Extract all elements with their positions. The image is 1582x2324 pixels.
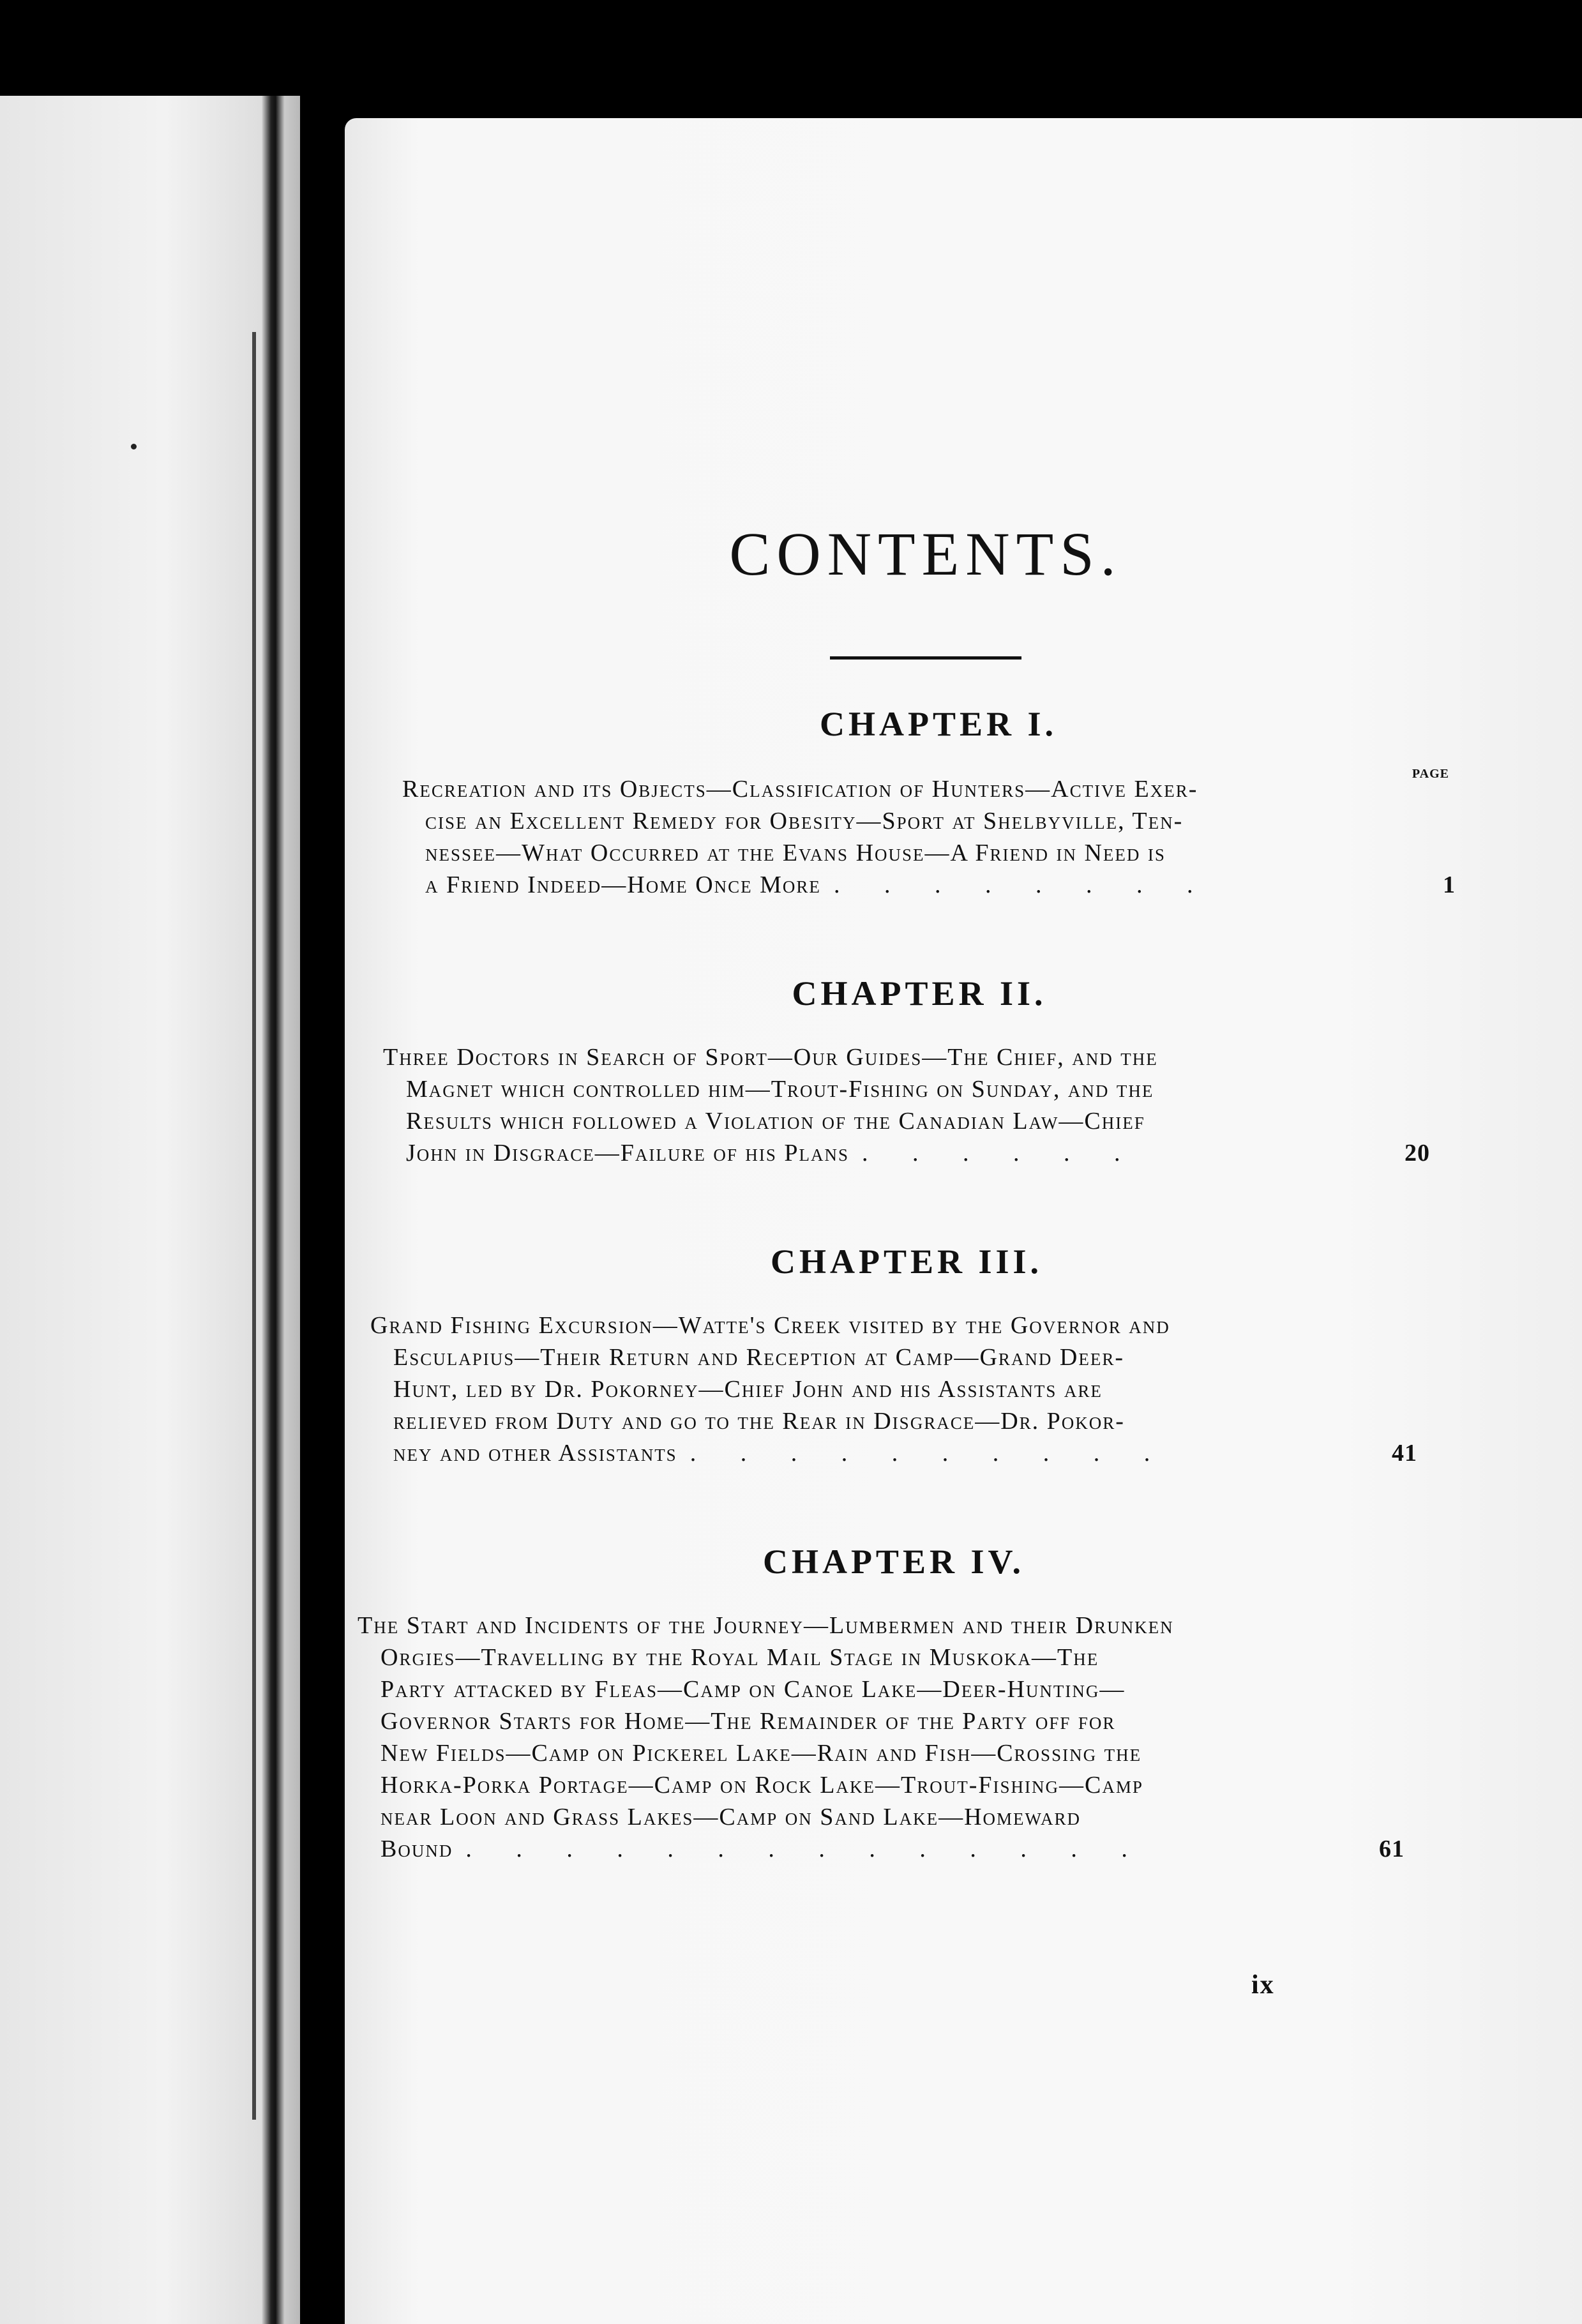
summary-line: Results which followed a Violation of the Canadian Law—Chief [406,1108,1145,1135]
chapter-heading: CHAPTER IV. [762,1543,1025,1581]
summary-line: Hunt, led by Dr. Pokorney—Chief John and his Assistants are [393,1376,1103,1403]
page-number: 61 [1379,1836,1405,1862]
page-column-label: PAGE [1412,767,1449,781]
summary-line: John in Disgrace—Failure of his Plans [406,1140,850,1166]
leader-dots: . . . . . . . . [833,871,1212,898]
summary-line: relieved from Duty and go to the Rear in Disgrace—Dr. Pokor- [393,1408,1125,1435]
summary-line: near Loon and Grass Lakes—Camp on Sand Lake—Homeward [380,1804,1081,1830]
folio-page-number: ix [1251,1970,1275,2000]
summary-line: The Start and Incidents of the Journey—Lumbermen and their Drunken [358,1612,1174,1639]
chapter-3 [370,1242,1417,1469]
summary-line: New Fields—Camp on Pickerel Lake—Rain and Fish—Crossing the [380,1740,1142,1767]
summary-line: cise an Excellent Remedy for Obesity—Sport at Shelbyville, Ten- [425,808,1184,834]
summary-line: Governor Starts for Home—The Remainder of the Party off for [380,1708,1116,1735]
summary-line: Recreation and its Objects—Classification of Hunters—Active Exer- [402,776,1198,803]
chapter-1 [383,705,1456,901]
chapter-heading: CHAPTER II. [792,974,1047,1013]
summary-line: Orgies—Travelling by the Royal Mail Stage in Muskoka—The [380,1644,1099,1671]
chapter-summary [383,1041,1430,1169]
chapter-summary [370,1309,1417,1469]
summary-line: Three Doctors in Search of Sport—Our Guides—The Chief, and the [383,1044,1158,1071]
book-gutter [262,96,285,2324]
gutter-shadow-line [252,332,256,2120]
page-title: CONTENTS. [729,520,1122,588]
summary-line: Grand Fishing Excursion—Watte's Creek visited by the Governor and [370,1312,1170,1339]
chapter-4 [358,1543,1417,1865]
chapter-2 [383,974,1430,1169]
contents-block [358,520,1456,1865]
page-number: 1 [1443,871,1456,898]
chapter-summary [358,1610,1405,1865]
summary-line: Horka-Porka Portage—Camp on Rock Lake—Trout-Fishing—Camp [380,1772,1143,1799]
summary-line: nessee—What Occurred at the Evans House—A Friend in Need is [425,840,1166,866]
chapter-heading: CHAPTER III. [770,1242,1043,1281]
summary-line: a Friend Indeed—Home Once More [425,871,821,898]
page-number: 41 [1392,1440,1417,1467]
title-rule [830,656,1021,660]
summary-line: Esculapius—Their Return and Reception at Camp—Grand Deer- [393,1344,1125,1371]
summary-line: Party attacked by Fleas—Camp on Canoe Lake—Deer-Hunting— [380,1676,1126,1703]
leader-dots: . . . . . . [862,1140,1140,1166]
summary-line: Magnet which controlled him—Trout-Fishing on Sunday, and the [406,1076,1154,1103]
dust-speck [131,444,137,449]
summary-line: Bound [380,1836,453,1862]
summary-line: ney and other Assistants [393,1440,677,1467]
leader-dots: . . . . . . . . . . . . . . [465,1836,1147,1862]
page-number: 20 [1405,1140,1430,1166]
leader-dots: . . . . . . . . . . [689,1440,1170,1467]
chapter-heading: CHAPTER I. [819,705,1058,743]
